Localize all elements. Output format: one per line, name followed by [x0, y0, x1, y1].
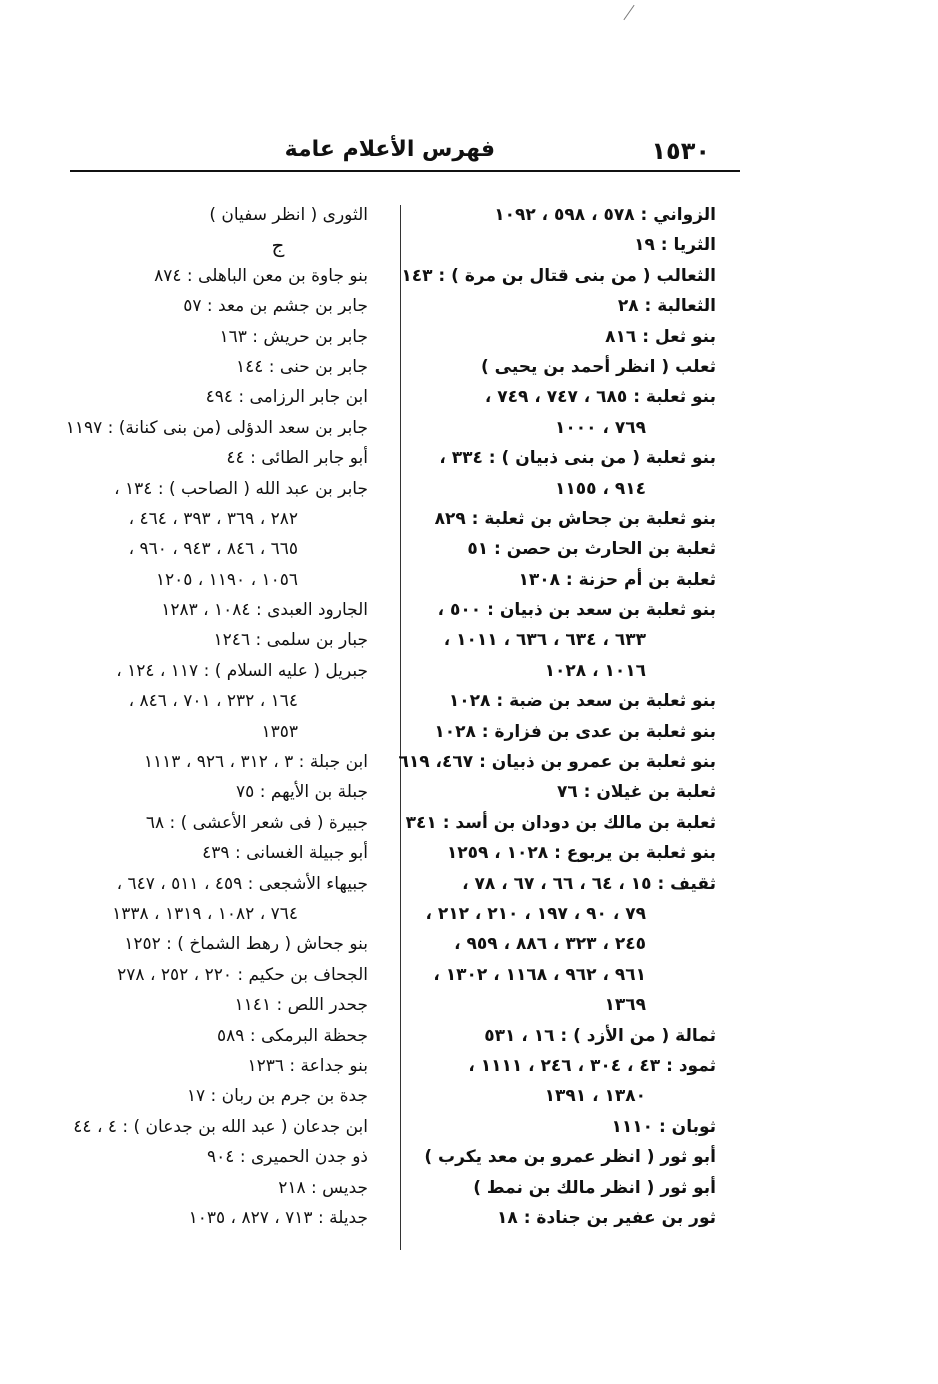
index-entry: ثور بن عفير بن جنادة : ١٨ [497, 1207, 716, 1228]
index-entry: جابر بن حنى : ١٤٤ [235, 356, 368, 377]
index-entry: جدة بن جرم بن ربان : ١٧ [186, 1086, 368, 1107]
index-entry: ابن جابر الرزامى : ٤٩٤ [205, 387, 368, 408]
index-entry: الثريا : ١٩ [634, 235, 716, 256]
index-entry: ج [271, 233, 285, 258]
index-entry: ابن جبلة : ٣ ، ٣١٢ ، ٩٢٦ ، ١١١٣ [143, 752, 368, 773]
index-entry: ثعلبة بن مالك بن دودان بن أسد : ٣٤١ [405, 812, 716, 833]
index-entry: ١٠٥٦ ، ١١٩٠ ، ١٢٠٥ [155, 569, 298, 590]
index-entry: الثعالب ( من بنى قتال بن مرة ) : ١٤٣ [401, 265, 716, 286]
index-entry: ٢٤٥ ، ٣٢٣ ، ٨٨٦ ، ٩٥٩ ، [454, 934, 646, 955]
index-entry: جبلة بن الأيهم : ٧٥ [236, 782, 368, 803]
index-entry: ١٦٤ ، ٢٣٢ ، ٧٠١ ، ٨٤٦ ، [128, 691, 298, 712]
index-entry: ثمالة ( من الأزد ) : ١٦ ، ٥٣١ [484, 1025, 716, 1046]
index-entry: جحظة البرمكى : ٥٨٩ [217, 1025, 368, 1046]
index-entry: جابر بن سعد الدؤلى (من بنى كنانة) : ١١٩٧ [65, 417, 368, 438]
column-divider [400, 205, 401, 1250]
index-entry: بنو ثعلبة بن جحاش بن ثعلبة : ٨٢٩ [434, 508, 716, 529]
index-entry: ثمود : ٤٣ ، ٣٠٤ ، ٢٤٦ ، ١١١١ ، [468, 1055, 716, 1076]
index-entry: بنو ثعلبة بن سعد بن ذبيان : ٥٠٠ ، [437, 600, 716, 621]
index-entry: جابر بن جشم بن معد : ٥٧ [183, 296, 368, 317]
index-entry: الجحاف بن حكيم : ٢٢٠ ، ٢٥٢ ، ٢٧٨ [117, 964, 368, 985]
running-title: فهرس الأعلام عامة [284, 137, 495, 162]
index-entry: ٧٦٩ ، ١٠٠٠ [555, 417, 646, 438]
index-entry: الزواني : ٥٧٨ ، ٥٩٨ ، ١٠٩٢ [494, 205, 716, 225]
index-entry: بنو ثعلبة ( من بنى ذبيان ) : ٣٣٤ ، [439, 448, 716, 469]
index-entry: أبو ثور ( انظر مالك بن نمط ) [473, 1177, 716, 1198]
index-entry: أبو جابر الطائى : ٤٤ [226, 448, 368, 469]
index-entry: بنو جداعة : ١٢٣٦ [247, 1055, 368, 1076]
index-entry: جديلة : ٧١٣ ، ٨٢٧ ، ١٠٣٥ [188, 1207, 368, 1228]
header-rule [70, 170, 740, 172]
index-entry: جبريل ( عليه السلام ) : ١١٧ ، ١٢٤ ، [116, 660, 368, 681]
index-entry: ١٠١٦ ، ١٠٢٨ [544, 660, 646, 681]
index-entry: جابر بن عبد الله ( الصاحب ) : ١٣٤ ، [114, 478, 368, 499]
right-column [398, 200, 716, 1233]
index-entry: ٢٨٢ ، ٣٦٩ ، ٣٩٣ ، ٤٦٤ ، [128, 508, 298, 529]
index-entry: ثعلبة بن غيلان : ٧٦ [556, 782, 716, 803]
index-entry: بنو ثعل : ٨١٦ [605, 326, 716, 347]
stray-mark [623, 5, 634, 20]
index-entry: بنو ثعلبة بن سعد بن ضبة : ١٠٢٨ [448, 691, 716, 712]
index-entry: ثقيف : ١٥ ، ٦٤ ، ٦٦ ، ٦٧ ، ٧٨ ، [462, 873, 716, 894]
index-entry: بنو ثعلبة بن عمرو بن ذبيان : ٤٦٧، ٦١٩ [398, 752, 716, 773]
index-entry: جابر بن حريش : ١٦٣ [219, 326, 368, 347]
index-entry: ١٣٥٣ [261, 721, 298, 742]
index-entry: ثعلبة بن الحارث بن حصن : ٥١ [467, 539, 716, 560]
index-entry: ثوبان : ١١١٠ [611, 1116, 716, 1137]
index-entry: بنو جحاش ( رهط الشماخ ) : ١٢٥٢ [124, 934, 368, 955]
index-entry: ٩٦١ ، ٩٦٢ ، ١١٦٨ ، ١٣٠٢ ، [433, 964, 646, 985]
index-entry: بنو ثعلبة بن يربوع : ١٠٢٨ ، ١٢٥٩ [446, 843, 716, 864]
index-entry: جديس : ٢١٨ [278, 1177, 368, 1198]
index-entry: بنو ثعلبة : ٦٨٥ ، ٧٤٧ ، ٧٤٩ ، [484, 387, 716, 408]
index-entry: جبيرة ( فى شعر الأعشى ) : ٦٨ [145, 812, 368, 833]
index-entry: الجارود العبدى : ١٠٨٤ ، ١٢٨٣ [161, 600, 368, 621]
index-entry: أبو ثور ( انظر عمرو بن معد يكرب ) [424, 1147, 716, 1168]
index-entry: ذو جدن الحميرى : ٩٠٤ [207, 1147, 368, 1168]
index-entry: ٦٦٥ ، ٨٤٦ ، ٩٤٣ ، ٩٦٠ ، [128, 539, 298, 560]
index-entry: ١٣٦٩ [604, 995, 646, 1016]
index-entry: أبو جبيلة الغسانى : ٤٣٩ [202, 843, 368, 864]
index-entry: جبيهاء الأشجعى : ٤٥٩ ، ٥١١ ، ٦٤٧ ، [116, 873, 368, 894]
index-entry: ٧٦٤ ، ١٠٨٢ ، ١٣١٩ ، ١٣٣٨ [112, 903, 298, 924]
index-entry: ١٣٨٠ ، ١٣٩١ [544, 1086, 646, 1107]
index-entry: ٩١٤ ، ١١٥٥ [555, 478, 646, 499]
index-entry: الثعالبة : ٢٨ [617, 296, 716, 317]
index-entry: جبار بن سلمى : ١٢٤٦ [213, 630, 368, 651]
index-entry: جحدر اللص : ١١٤١ [234, 995, 368, 1016]
index-entry: الثورى ( انظر سفيان ) [209, 205, 368, 225]
index-entry: ثعلب ( انظر أحمد بن يحيى ) [480, 356, 716, 377]
index-entry: ٧٩ ، ٩٠ ، ١٩٧ ، ٢١٠ ، ٢١٢ ، [425, 903, 646, 924]
left-column [65, 200, 368, 1233]
index-entry: ثعلبة بن أم حزنة : ١٣٠٨ [518, 569, 716, 590]
index-entry: بنو ثعلبة بن عدى بن فزارة : ١٠٢٨ [434, 721, 716, 742]
index-entry: ابن جدعان ( عبد الله بن جدعان ) : ٤ ، ٤٤ [73, 1116, 368, 1137]
index-entry: ٦٣٣ ، ٦٣٤ ، ٦٣٦ ، ١٠١١ ، [443, 630, 646, 651]
index-entry: بنو جاوة بن معن الباهلى : ٨٧٤ [154, 265, 368, 286]
page-number: ١٥٣٠ [651, 137, 710, 165]
